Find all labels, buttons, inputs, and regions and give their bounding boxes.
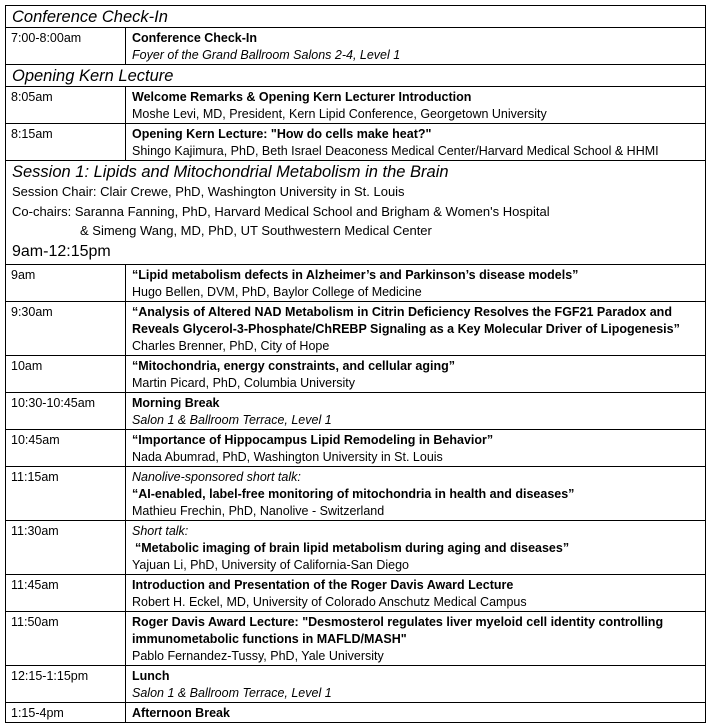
talk-title: Conference Check-In [132, 31, 258, 45]
time-cell: 9:30am [6, 302, 126, 355]
location-note: Salon 1 & Ballroom Terrace, Level 1 [132, 685, 332, 700]
speaker-info: Nada Abumrad, PhD, Washington University in St. Louis [132, 449, 443, 464]
session-cochair: & Simeng Wang, MD, PhD, UT Southwestern Medical Center [80, 223, 432, 238]
talk-title: Roger Davis Award Lecture: "Desmosterol regulates liver myeloid cell identity controlling [132, 614, 664, 629]
detail-cell [126, 265, 705, 301]
agenda-row [6, 356, 705, 393]
speaker-info: Yajuan Li, PhD, University of California-San Diego [132, 557, 409, 572]
speaker-info: Mathieu Frechin, PhD, Nanolive - Switzerland [132, 503, 385, 518]
time-cell: 10:45am [6, 430, 126, 466]
talk-title: Introduction and Presentation of the Roger Davis Award Lecture [132, 577, 514, 592]
time-cell: 8:05am [6, 87, 126, 123]
agenda-row [6, 467, 705, 521]
session-title: Session 1: Lipids and Mitochondrial Metabolism in the Brain [12, 163, 449, 181]
talk-title: Welcome Remarks & Opening Kern Lecturer Introduction [132, 90, 472, 104]
detail-cell [126, 28, 705, 64]
speaker-info: Robert H. Eckel, MD, University of Colorado Anschutz Medical Campus [132, 594, 527, 609]
speaker-info: Pablo Fernandez-Tussy, PhD, Yale University [132, 648, 384, 663]
agenda-table [5, 5, 706, 723]
time-cell: 10:30-10:45am [6, 393, 126, 429]
talk-title: “Lipid metabolism defects in Alzheimer’s and Parkinson’s disease models” [132, 267, 579, 282]
talk-title: “Mitochondria, energy constraints, and cellular aging” [132, 358, 455, 373]
time-cell: 12:15-1:15pm [6, 666, 126, 702]
time-cell: 10am [6, 356, 126, 392]
talk-title: Reveals Glycerol-3-Phosphate/ChREBP Signaling as a Key Molecular Driver of Lipogenesis” [132, 321, 680, 336]
agenda-row [6, 703, 705, 723]
section-heading-opening-kern: Opening Kern Lecture [6, 65, 705, 87]
agenda-row [6, 612, 705, 666]
speaker-info: Hugo Bellen, DVM, PhD, Baylor College of Medicine [132, 284, 422, 299]
agenda-row [6, 302, 705, 356]
detail-cell [126, 356, 705, 392]
agenda-row [6, 124, 705, 161]
detail-cell [126, 430, 705, 466]
talk-title: Opening Kern Lecture: "How do cells make heat?" [132, 127, 432, 141]
agenda-row [6, 575, 705, 612]
speaker-info: Moshe Levi, MD, President, Kern Lipid Conference, Georgetown University [132, 107, 547, 121]
agenda-row [6, 666, 705, 703]
detail-cell [126, 467, 705, 520]
location-note: Short talk: [132, 523, 189, 538]
talk-title: “Analysis of Altered NAD Metabolism in Citrin Deficiency Resolves the FGF21 Paradox and [132, 304, 672, 319]
talk-title: Lunch [132, 668, 170, 683]
time-cell: 9am [6, 265, 126, 301]
agenda-row [6, 87, 705, 124]
session-chair: Session Chair: Clair Crewe, PhD, Washington University in St. Louis [12, 184, 405, 199]
agenda-row [6, 393, 705, 430]
location-note: Salon 1 & Ballroom Terrace, Level 1 [132, 412, 332, 427]
time-cell: 11:50am [6, 612, 126, 665]
talk-title: “AI-enabled, label-free monitoring of mitochondria in health and diseases” [132, 486, 575, 501]
speaker-info: Shingo Kajimura, PhD, Beth Israel Deaconess Medical Center/Harvard Medical School & HHMI [132, 144, 659, 158]
location-note: Foyer of the Grand Ballroom Salons 2-4, Level 1 [132, 48, 401, 62]
detail-cell [126, 393, 705, 429]
agenda-row [6, 430, 705, 467]
detail-cell [126, 87, 705, 123]
time-cell: 7:00-8:00am [6, 28, 126, 64]
talk-title: “Importance of Hippocampus Lipid Remodeling in Behavior” [132, 432, 494, 447]
agenda-row [6, 265, 705, 302]
session-cochair: Co-chairs: Saranna Fanning, PhD, Harvard Medical School and Brigham & Women's Hospital [12, 203, 550, 219]
talk-title: Afternoon Break [132, 705, 230, 720]
section-heading-check-in: Conference Check-In [6, 6, 705, 28]
detail-cell [126, 521, 705, 574]
detail-cell [126, 703, 705, 722]
agenda-row [6, 28, 705, 65]
detail-cell [126, 124, 705, 160]
detail-cell [126, 666, 705, 702]
time-cell: 11:15am [6, 467, 126, 520]
session-time: 9am-12:15pm [12, 242, 111, 260]
time-cell: 11:30am [6, 521, 126, 574]
speaker-info: Martin Picard, PhD, Columbia University [132, 375, 355, 390]
detail-cell [126, 575, 705, 611]
session-header [6, 161, 705, 265]
talk-title: immunometabolic functions in MAFLD/MASH" [132, 631, 407, 646]
speaker-info: Charles Brenner, PhD, City of Hope [132, 338, 330, 353]
talk-title: Morning Break [132, 395, 220, 410]
time-cell: 11:45am [6, 575, 126, 611]
talk-title: “Metabolic imaging of brain lipid metabolism during aging and diseases” [135, 540, 570, 555]
time-cell: 8:15am [6, 124, 126, 160]
location-note: Nanolive-sponsored short talk: [132, 469, 301, 484]
detail-cell [126, 612, 705, 665]
time-cell: 1:15-4pm [6, 703, 126, 722]
agenda-row [6, 521, 705, 575]
detail-cell [126, 302, 705, 355]
